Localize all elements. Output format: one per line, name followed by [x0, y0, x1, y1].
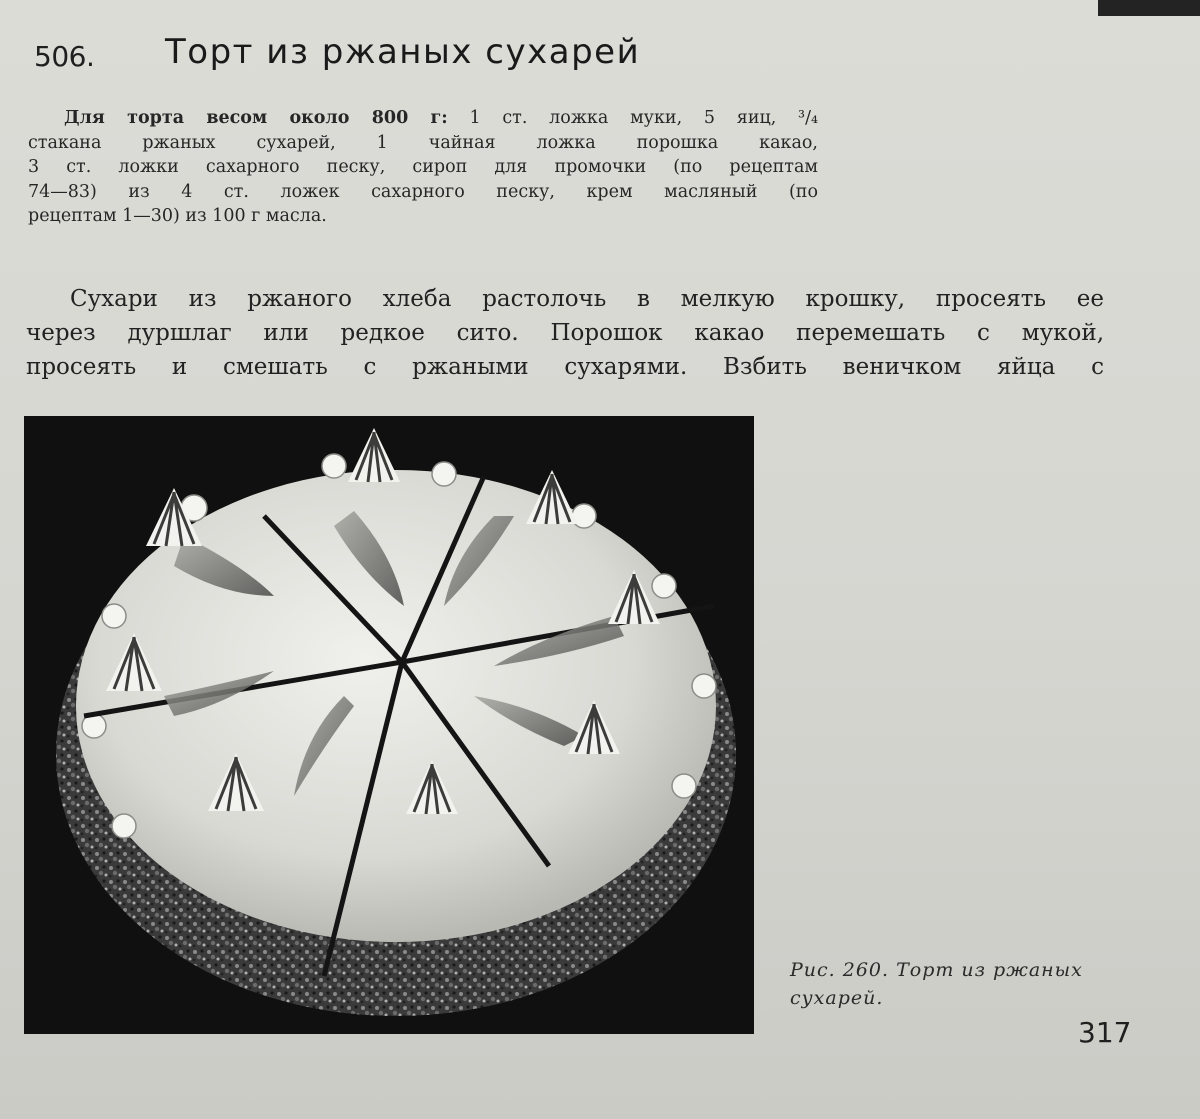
figure-caption-line: сухарей.: [790, 987, 884, 1009]
ingredients-paragraph: [28, 106, 818, 229]
page-edge-shadow: [1098, 0, 1200, 16]
ingredients-line: [28, 106, 818, 131]
figure-caption: [790, 956, 1130, 1012]
instructions-line: Сухари из ржаного хлеба растолочь в мелкую крошку, просеять ее: [70, 286, 1104, 312]
ingredients-line: стакана ржаных сухарей, 1 чайная ложка порошка какао,: [28, 132, 818, 153]
cake-photo: [24, 416, 754, 1034]
ingredients-line-text: 1 ст. ложка муки, 5 яиц, ³/₄: [447, 108, 818, 128]
instructions-paragraph: [26, 282, 1104, 384]
ingredients-line: 3 ст. ложки сахарного песку, сироп для промочки (по рецептам: [28, 157, 818, 177]
cake-illustration: [24, 416, 754, 1034]
ingredients-line: рецептам 1—30) из 100 г масла.: [28, 206, 327, 226]
instructions-line: через дуршлаг или редкое сито. Порошок какао перемешать с мукой,: [26, 320, 1104, 346]
page-number: 317: [1078, 1016, 1132, 1049]
ingredients-lead: Для торта весом около 800 г:: [64, 108, 448, 128]
instructions-line: просеять и смешать с ржаными сухарями. Взбить веничком яйца с: [26, 354, 1104, 380]
ingredients-line: 74—83) из 4 ст. ложек сахарного песку, крем масляный (по: [28, 181, 818, 202]
recipe-title: Торт из ржаных сухарей: [165, 32, 641, 72]
figure-caption-line: Рис. 260. Торт из ржаных: [790, 959, 1083, 981]
recipe-number: 506.: [34, 40, 95, 73]
